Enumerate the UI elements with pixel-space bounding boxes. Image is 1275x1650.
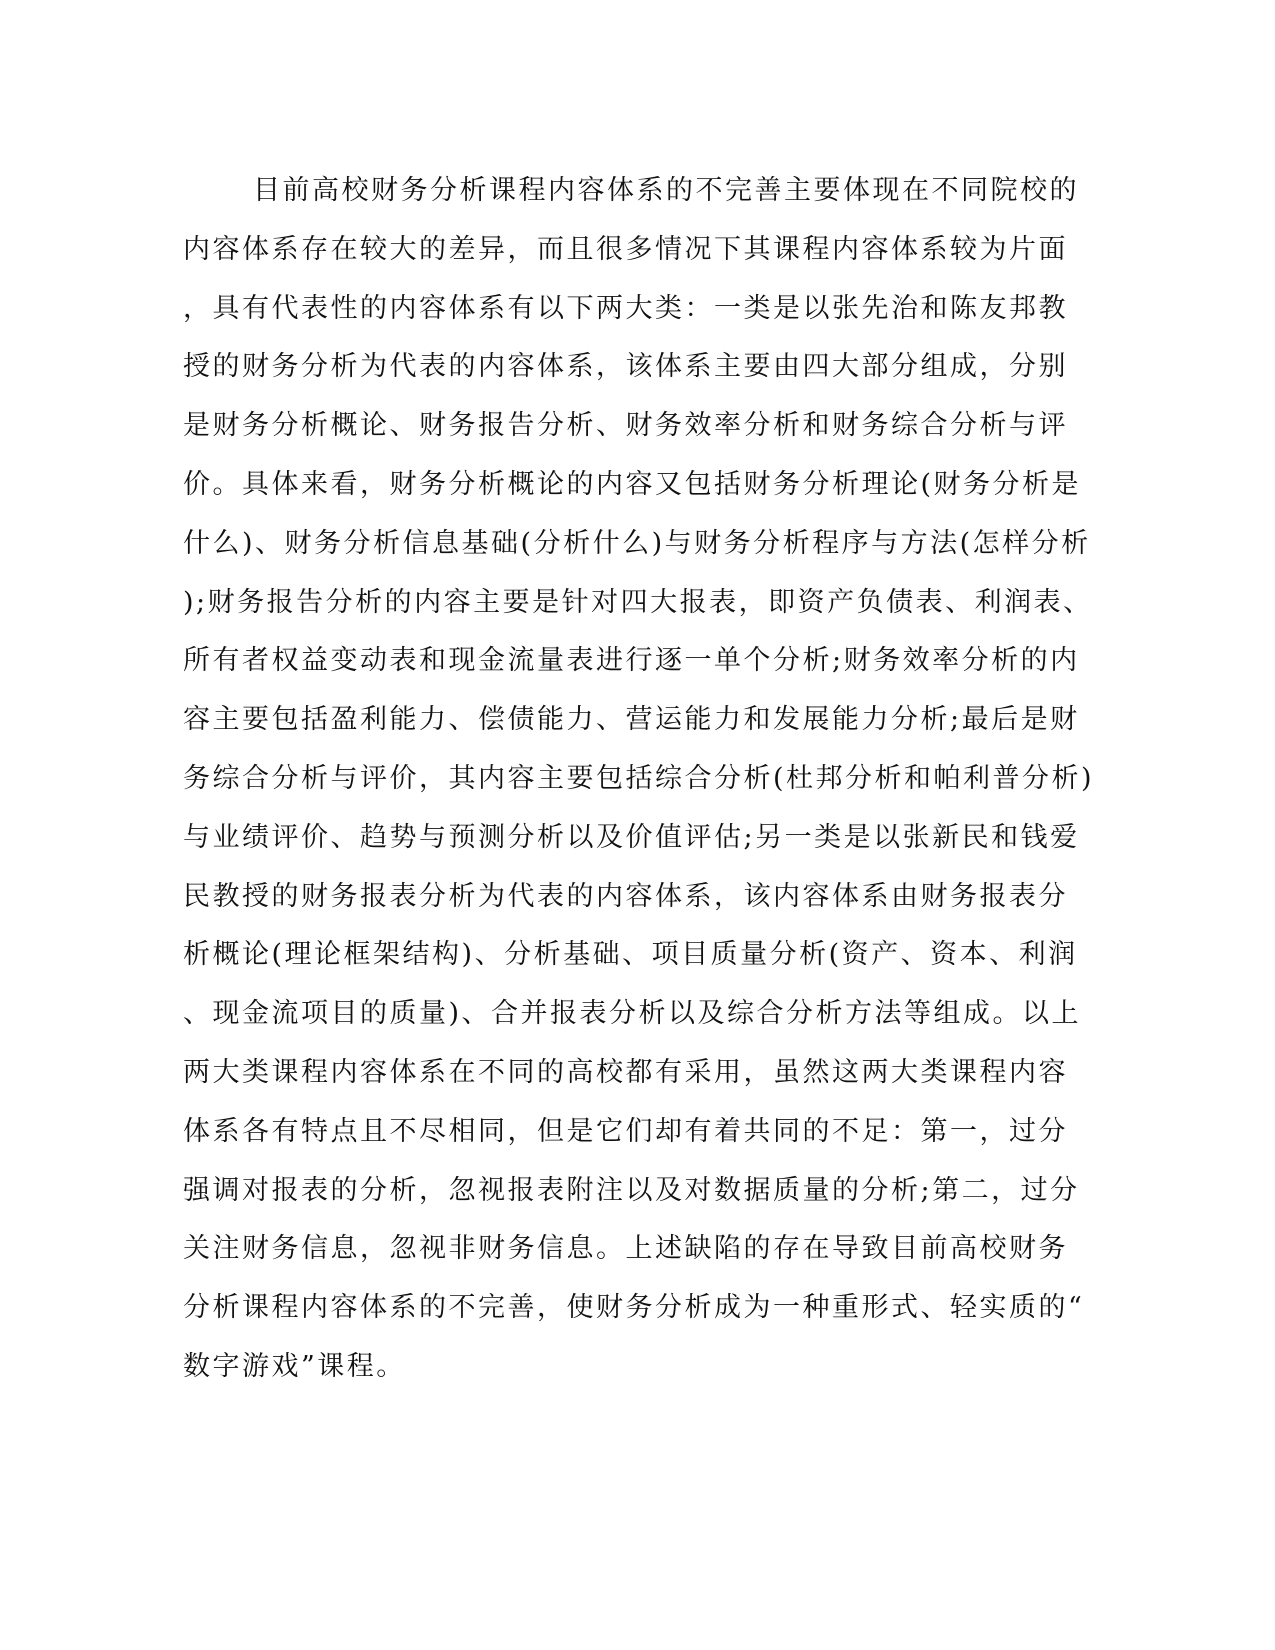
text-line: 析概论(理论框架结构)、分析基础、项目质量分析(资产、资本、利润: [183, 939, 1078, 971]
text-line: 与业绩评价、趋势与预测分析以及价值评估;另一类是以张新民和钱爱: [183, 821, 1080, 853]
text-line: 分析课程内容体系的不完善，使财务分析成为一种重形式、轻实质的“: [183, 1292, 1085, 1324]
text-line: 什么)、财务分析信息基础(分析什么)与财务分析程序与方法(怎样分析: [183, 527, 1091, 559]
text-line: 两大类课程内容体系在不同的高校都有采用，虽然这两大类课程内容: [183, 1056, 1068, 1088]
body-paragraph: [183, 162, 1095, 1397]
text-line: 目前高校财务分析课程内容体系的不完善主要体现在不同院校的: [253, 175, 1079, 206]
text-line: 内容体系存在较大的差异，而且很多情况下其课程内容体系较为片面: [183, 233, 1068, 265]
text-line: 务综合分析与评价，其内容主要包括综合分析(杜邦分析和帕利普分析): [183, 762, 1095, 794]
text-line: 强调对报表的分析，忽视报表附注以及对数据质量的分析;第二，过分: [183, 1174, 1080, 1206]
text-line: 容主要包括盈利能力、偿债能力、营运能力和发展能力分析;最后是财: [183, 704, 1080, 736]
text-line: );财务报告分析的内容主要是针对四大报表，即资产负债表、利润表、: [183, 586, 1093, 618]
text-line: 授的财务分析为代表的内容体系，该体系主要由四大部分组成，分别: [183, 351, 1068, 383]
text-line: 、现金流项目的质量)、合并报表分析以及综合分析方法等组成。以上: [183, 998, 1082, 1030]
text-line: 价。具体来看，财务分析概论的内容又包括财务分析理论(财务分析是: [183, 468, 1082, 500]
text-line: 所有者权益变动表和现金流量表进行逐一单个分析;财务效率分析的内: [183, 645, 1080, 677]
text-line: 数字游戏”课程。: [183, 1350, 406, 1382]
text-line: 民教授的财务报表分析为代表的内容体系，该内容体系由财务报表分: [183, 880, 1068, 912]
text-line: ，具有代表性的内容体系有以下两大类：一类是以张先治和陈友邦教: [183, 292, 1068, 324]
text-line: 关注财务信息，忽视非财务信息。上述缺陷的存在导致目前高校财务: [183, 1233, 1068, 1265]
text-line: 是财务分析概论、财务报告分析、财务效率分析和财务综合分析与评: [183, 410, 1068, 442]
text-line: 体系各有特点且不尽相同，但是它们却有着共同的不足：第一，过分: [183, 1115, 1068, 1147]
